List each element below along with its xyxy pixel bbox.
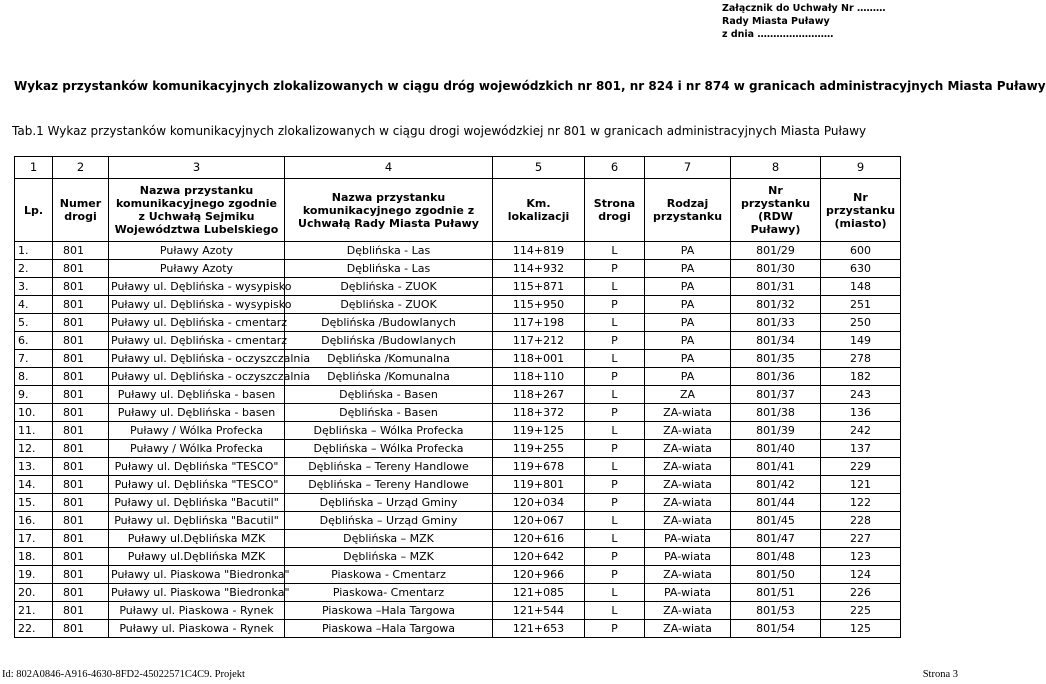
cell-road-side: P: [585, 404, 645, 422]
table-row: [15, 296, 901, 314]
cell-stop-name-rada: Piaskowa - Cmentarz: [285, 566, 493, 584]
cell-stop-number-rdw: 801/37: [731, 386, 821, 404]
cell-lp: 16.: [15, 512, 53, 530]
cell-km-location: 114+932: [493, 260, 585, 278]
table-row: [15, 602, 901, 620]
cell-stop-number-rdw: 801/50: [731, 566, 821, 584]
cell-stop-name-rada: Dęblińska /Budowlanych: [285, 332, 493, 350]
cell-stop-number-rdw: 801/35: [731, 350, 821, 368]
cell-stop-name-sejmik: Puławy ul.Dęblińska MZK: [109, 548, 285, 566]
cell-km-location: 119+255: [493, 440, 585, 458]
cell-stop-number-rdw: 801/51: [731, 584, 821, 602]
header-rodzaj: Rodzaj przystanku: [645, 179, 731, 242]
cell-road-number: 801: [53, 584, 109, 602]
cell-stop-name-rada: Dęblińska /Budowlanych: [285, 314, 493, 332]
cell-stop-name-rada: Dęblińska – Wólka Profecka: [285, 440, 493, 458]
cell-lp: 6.: [15, 332, 53, 350]
cell-stop-number-city: 229: [821, 458, 901, 476]
cell-lp: 1.: [15, 242, 53, 260]
cell-road-side: P: [585, 440, 645, 458]
cell-km-location: 115+871: [493, 278, 585, 296]
table-row: [15, 278, 901, 296]
cell-lp: 10.: [15, 404, 53, 422]
cell-stop-type: ZA: [645, 386, 731, 404]
cell-stop-type: PA-wiata: [645, 530, 731, 548]
header-nr-rdw: Nr przystanku (RDW Puławy): [731, 179, 821, 242]
cell-stop-name-rada: Dęblińska - Las: [285, 242, 493, 260]
cell-road-side: L: [585, 314, 645, 332]
cell-km-location: 120+616: [493, 530, 585, 548]
cell-road-number: 801: [53, 548, 109, 566]
cell-stop-name-rada: Dęblińska – Tereny Handlowe: [285, 458, 493, 476]
cell-km-location: 117+212: [493, 332, 585, 350]
cell-lp: 19.: [15, 566, 53, 584]
cell-road-number: 801: [53, 512, 109, 530]
cell-stop-number-city: 121: [821, 476, 901, 494]
cell-stop-number-city: 250: [821, 314, 901, 332]
column-number: 1: [15, 157, 53, 179]
cell-stop-number-rdw: 801/53: [731, 602, 821, 620]
header-numer-drogi: Numer drogi: [53, 179, 109, 242]
cell-road-side: P: [585, 566, 645, 584]
column-number-row: [15, 157, 901, 179]
cell-lp: 13.: [15, 458, 53, 476]
cell-road-number: 801: [53, 296, 109, 314]
cell-stop-name-sejmik: Puławy ul. Dęblińska - basen: [109, 386, 285, 404]
attachment-note: [722, 2, 885, 41]
cell-stop-name-sejmik: Puławy Azoty: [109, 260, 285, 278]
cell-stop-number-rdw: 801/42: [731, 476, 821, 494]
cell-stop-number-city: 227: [821, 530, 901, 548]
cell-stop-number-rdw: 801/36: [731, 368, 821, 386]
cell-stop-name-sejmik: Puławy ul. Piaskowa "Biedronka": [109, 566, 285, 584]
cell-lp: 21.: [15, 602, 53, 620]
cell-road-number: 801: [53, 314, 109, 332]
cell-road-side: L: [585, 422, 645, 440]
cell-stop-type: PA-wiata: [645, 548, 731, 566]
cell-stop-name-sejmik: Puławy / Wólka Profecka: [109, 422, 285, 440]
cell-road-side: L: [585, 512, 645, 530]
column-number: 2: [53, 157, 109, 179]
cell-km-location: 118+001: [493, 350, 585, 368]
cell-stop-type: PA: [645, 332, 731, 350]
attachment-line-2: Rady Miasta Puławy: [722, 16, 830, 27]
cell-stop-name-rada: Dęblińska – Wólka Profecka: [285, 422, 493, 440]
column-number: 3: [109, 157, 285, 179]
cell-stop-number-city: 122: [821, 494, 901, 512]
cell-km-location: 118+267: [493, 386, 585, 404]
cell-stop-name-rada: Piaskowa –Hala Targowa: [285, 602, 493, 620]
cell-stop-name-sejmik: Puławy ul. Dęblińska - wysypisko: [109, 278, 285, 296]
cell-road-side: L: [585, 530, 645, 548]
cell-road-number: 801: [53, 566, 109, 584]
cell-stop-name-rada: Dęblińska /Komunalna: [285, 350, 493, 368]
cell-stop-number-city: 243: [821, 386, 901, 404]
cell-stop-type: PA: [645, 242, 731, 260]
cell-km-location: 120+966: [493, 566, 585, 584]
header-strona: Strona drogi: [585, 179, 645, 242]
table-row: [15, 242, 901, 260]
cell-stop-type: ZA-wiata: [645, 404, 731, 422]
cell-road-number: 801: [53, 494, 109, 512]
cell-stop-number-city: 228: [821, 512, 901, 530]
table-row: [15, 584, 901, 602]
cell-lp: 18.: [15, 548, 53, 566]
cell-stop-name-sejmik: Puławy ul. Dęblińska - oczyszczalnia: [109, 368, 285, 386]
cell-road-side: P: [585, 476, 645, 494]
table-row: [15, 422, 901, 440]
cell-road-number: 801: [53, 386, 109, 404]
table-row: [15, 620, 901, 638]
cell-stop-name-rada: Dęblińska - ZUOK: [285, 296, 493, 314]
header-row: [15, 179, 901, 242]
cell-stop-type: PA: [645, 260, 731, 278]
footer-document-id: Id: 802A0846-A916-4630-8FD2-45022571C4C9. Projekt: [2, 669, 245, 680]
cell-stop-type: ZA-wiata: [645, 458, 731, 476]
cell-lp: 15.: [15, 494, 53, 512]
cell-stop-name-sejmik: Puławy ul. Dęblińska "TESCO": [109, 458, 285, 476]
bus-stops-table: [14, 156, 901, 638]
cell-stop-number-city: 278: [821, 350, 901, 368]
document-title: Wykaz przystanków komunikacyjnych zlokalizowanych w ciągu dróg wojewódzkich nr 801, nr 824 i nr 874 w granicach administracyjnych Miasta Puławy: [14, 79, 1046, 93]
cell-stop-number-city: 137: [821, 440, 901, 458]
cell-stop-name-sejmik: Puławy ul. Dęblińska "Bacutil": [109, 494, 285, 512]
cell-road-side: P: [585, 368, 645, 386]
cell-stop-type: ZA-wiata: [645, 620, 731, 638]
cell-stop-number-city: 600: [821, 242, 901, 260]
cell-km-location: 121+653: [493, 620, 585, 638]
cell-stop-number-rdw: 801/29: [731, 242, 821, 260]
table-row: [15, 548, 901, 566]
cell-road-number: 801: [53, 620, 109, 638]
cell-stop-type: ZA-wiata: [645, 476, 731, 494]
cell-stop-number-city: 149: [821, 332, 901, 350]
cell-road-number: 801: [53, 404, 109, 422]
table-row: [15, 260, 901, 278]
cell-stop-type: PA: [645, 368, 731, 386]
table-row: [15, 494, 901, 512]
cell-stop-name-rada: Piaskowa- Cmentarz: [285, 584, 493, 602]
cell-km-location: 117+198: [493, 314, 585, 332]
cell-stop-type: PA-wiata: [645, 584, 731, 602]
cell-lp: 17.: [15, 530, 53, 548]
cell-stop-type: ZA-wiata: [645, 602, 731, 620]
cell-stop-number-city: 630: [821, 260, 901, 278]
cell-stop-number-rdw: 801/39: [731, 422, 821, 440]
cell-stop-number-rdw: 801/33: [731, 314, 821, 332]
cell-stop-number-rdw: 801/48: [731, 548, 821, 566]
cell-km-location: 121+085: [493, 584, 585, 602]
cell-stop-number-rdw: 801/34: [731, 332, 821, 350]
cell-stop-name-sejmik: Puławy ul. Dęblińska - cmentarz: [109, 332, 285, 350]
cell-km-location: 119+678: [493, 458, 585, 476]
cell-stop-name-sejmik: Puławy ul. Dęblińska - basen: [109, 404, 285, 422]
column-number: 6: [585, 157, 645, 179]
cell-km-location: 121+544: [493, 602, 585, 620]
cell-road-side: L: [585, 386, 645, 404]
column-number: 8: [731, 157, 821, 179]
table-row: [15, 350, 901, 368]
cell-stop-type: ZA-wiata: [645, 422, 731, 440]
cell-road-side: L: [585, 278, 645, 296]
cell-km-location: 118+372: [493, 404, 585, 422]
cell-road-number: 801: [53, 458, 109, 476]
cell-km-location: 118+110: [493, 368, 585, 386]
cell-km-location: 114+819: [493, 242, 585, 260]
table-row: [15, 314, 901, 332]
cell-km-location: 119+125: [493, 422, 585, 440]
cell-lp: 22.: [15, 620, 53, 638]
cell-stop-type: ZA-wiata: [645, 494, 731, 512]
cell-lp: 7.: [15, 350, 53, 368]
cell-stop-number-city: 148: [821, 278, 901, 296]
table-row: [15, 476, 901, 494]
cell-lp: 2.: [15, 260, 53, 278]
cell-stop-type: PA: [645, 278, 731, 296]
cell-stop-name-sejmik: Puławy ul.Dęblińska MZK: [109, 530, 285, 548]
cell-lp: 8.: [15, 368, 53, 386]
cell-stop-number-city: 226: [821, 584, 901, 602]
cell-road-side: L: [585, 602, 645, 620]
attachment-line-1: Załącznik do Uchwały Nr ………: [722, 3, 886, 14]
cell-km-location: 120+034: [493, 494, 585, 512]
cell-lp: 9.: [15, 386, 53, 404]
cell-road-side: L: [585, 584, 645, 602]
table-row: [15, 440, 901, 458]
cell-stop-name-sejmik: Puławy ul. Dęblińska - oczyszczalnia: [109, 350, 285, 368]
cell-stop-type: ZA-wiata: [645, 440, 731, 458]
cell-stop-name-rada: Dęblińska - Basen: [285, 404, 493, 422]
cell-stop-type: PA: [645, 296, 731, 314]
cell-road-number: 801: [53, 350, 109, 368]
column-number: 9: [821, 157, 901, 179]
cell-stop-name-sejmik: Puławy Azoty: [109, 242, 285, 260]
table-caption: Tab.1 Wykaz przystanków komunikacyjnych zlokalizowanych w ciągu drogi wojewódzkiej nr 801 w granicach administracyjnych Miasta Puławy: [12, 124, 867, 138]
cell-stop-name-rada: Dęblińska – Urząd Gminy: [285, 512, 493, 530]
cell-road-number: 801: [53, 476, 109, 494]
cell-stop-name-sejmik: Puławy ul. Piaskowa - Rynek: [109, 602, 285, 620]
column-number: 4: [285, 157, 493, 179]
cell-km-location: 120+642: [493, 548, 585, 566]
cell-stop-name-rada: Dęblińska – Urząd Gminy: [285, 494, 493, 512]
cell-stop-number-city: 251: [821, 296, 901, 314]
cell-stop-number-rdw: 801/31: [731, 278, 821, 296]
cell-stop-number-city: 125: [821, 620, 901, 638]
header-nazwa-rada: Nazwa przystanku komunikacyjnego zgodnie z Uchwałą Rady Miasta Puławy: [285, 179, 493, 242]
cell-stop-number-rdw: 801/44: [731, 494, 821, 512]
cell-stop-name-rada: Dęblińska – MZK: [285, 548, 493, 566]
cell-stop-type: ZA-wiata: [645, 566, 731, 584]
cell-km-location: 115+950: [493, 296, 585, 314]
cell-stop-number-rdw: 801/32: [731, 296, 821, 314]
cell-stop-name-rada: Dęblińska /Komunalna: [285, 368, 493, 386]
cell-road-number: 801: [53, 440, 109, 458]
cell-stop-number-rdw: 801/41: [731, 458, 821, 476]
column-number: 7: [645, 157, 731, 179]
cell-stop-type: PA: [645, 314, 731, 332]
table-row: [15, 458, 901, 476]
cell-road-number: 801: [53, 278, 109, 296]
cell-road-side: P: [585, 296, 645, 314]
cell-stop-number-city: 242: [821, 422, 901, 440]
cell-stop-name-sejmik: Puławy ul. Dęblińska "Bacutil": [109, 512, 285, 530]
cell-lp: 11.: [15, 422, 53, 440]
cell-stop-name-rada: Dęblińska - ZUOK: [285, 278, 493, 296]
table-row: [15, 566, 901, 584]
table-row: [15, 530, 901, 548]
cell-stop-name-rada: Dęblińska - Las: [285, 260, 493, 278]
attachment-line-3: z dnia ……………………: [722, 29, 834, 40]
table-row: [15, 368, 901, 386]
cell-stop-name-rada: Piaskowa –Hala Targowa: [285, 620, 493, 638]
cell-km-location: 119+801: [493, 476, 585, 494]
header-nazwa-sejmik: Nazwa przystanku komunikacyjnego zgodnie z Uchwałą Sejmiku Województwa Lubelskiego: [109, 179, 285, 242]
cell-lp: 3.: [15, 278, 53, 296]
table-row: [15, 332, 901, 350]
cell-stop-name-sejmik: Puławy ul. Dęblińska "TESCO": [109, 476, 285, 494]
cell-stop-number-rdw: 801/45: [731, 512, 821, 530]
cell-road-side: L: [585, 242, 645, 260]
footer-page-number: Strona 3: [922, 669, 958, 680]
cell-road-side: L: [585, 458, 645, 476]
cell-road-side: P: [585, 548, 645, 566]
cell-stop-number-city: 136: [821, 404, 901, 422]
table-row: [15, 386, 901, 404]
cell-stop-name-rada: Dęblińska – MZK: [285, 530, 493, 548]
cell-stop-number-city: 123: [821, 548, 901, 566]
cell-road-side: L: [585, 350, 645, 368]
table-row: [15, 512, 901, 530]
cell-stop-number-rdw: 801/54: [731, 620, 821, 638]
cell-road-number: 801: [53, 260, 109, 278]
cell-lp: 14.: [15, 476, 53, 494]
cell-road-side: P: [585, 494, 645, 512]
cell-stop-number-rdw: 801/40: [731, 440, 821, 458]
column-number: 5: [493, 157, 585, 179]
cell-stop-number-city: 124: [821, 566, 901, 584]
cell-stop-number-rdw: 801/30: [731, 260, 821, 278]
cell-stop-number-city: 225: [821, 602, 901, 620]
header-nr-miasto: Nr przystanku (miasto): [821, 179, 901, 242]
cell-stop-number-rdw: 801/38: [731, 404, 821, 422]
cell-road-side: P: [585, 332, 645, 350]
cell-stop-name-sejmik: Puławy / Wólka Profecka: [109, 440, 285, 458]
cell-lp: 4.: [15, 296, 53, 314]
cell-stop-number-city: 182: [821, 368, 901, 386]
header-km: Km. lokalizacji: [493, 179, 585, 242]
cell-stop-name-sejmik: Puławy ul. Piaskowa "Biedronka": [109, 584, 285, 602]
cell-road-number: 801: [53, 368, 109, 386]
cell-km-location: 120+067: [493, 512, 585, 530]
cell-stop-name-sejmik: Puławy ul. Dęblińska - wysypisko: [109, 296, 285, 314]
cell-stop-name-rada: Dęblińska – Tereny Handlowe: [285, 476, 493, 494]
cell-stop-number-rdw: 801/47: [731, 530, 821, 548]
cell-lp: 5.: [15, 314, 53, 332]
cell-road-number: 801: [53, 602, 109, 620]
cell-stop-name-sejmik: Puławy ul. Dęblińska - cmentarz: [109, 314, 285, 332]
cell-road-number: 801: [53, 242, 109, 260]
cell-stop-name-sejmik: Puławy ul. Piaskowa - Rynek: [109, 620, 285, 638]
cell-road-number: 801: [53, 332, 109, 350]
table-row: [15, 404, 901, 422]
cell-stop-name-rada: Dęblińska - Basen: [285, 386, 493, 404]
cell-stop-type: PA: [645, 350, 731, 368]
cell-lp: 20.: [15, 584, 53, 602]
cell-lp: 12.: [15, 440, 53, 458]
cell-road-number: 801: [53, 422, 109, 440]
cell-road-number: 801: [53, 530, 109, 548]
cell-stop-type: ZA-wiata: [645, 512, 731, 530]
cell-road-side: P: [585, 260, 645, 278]
header-lp: Lp.: [15, 179, 53, 242]
cell-road-side: P: [585, 620, 645, 638]
